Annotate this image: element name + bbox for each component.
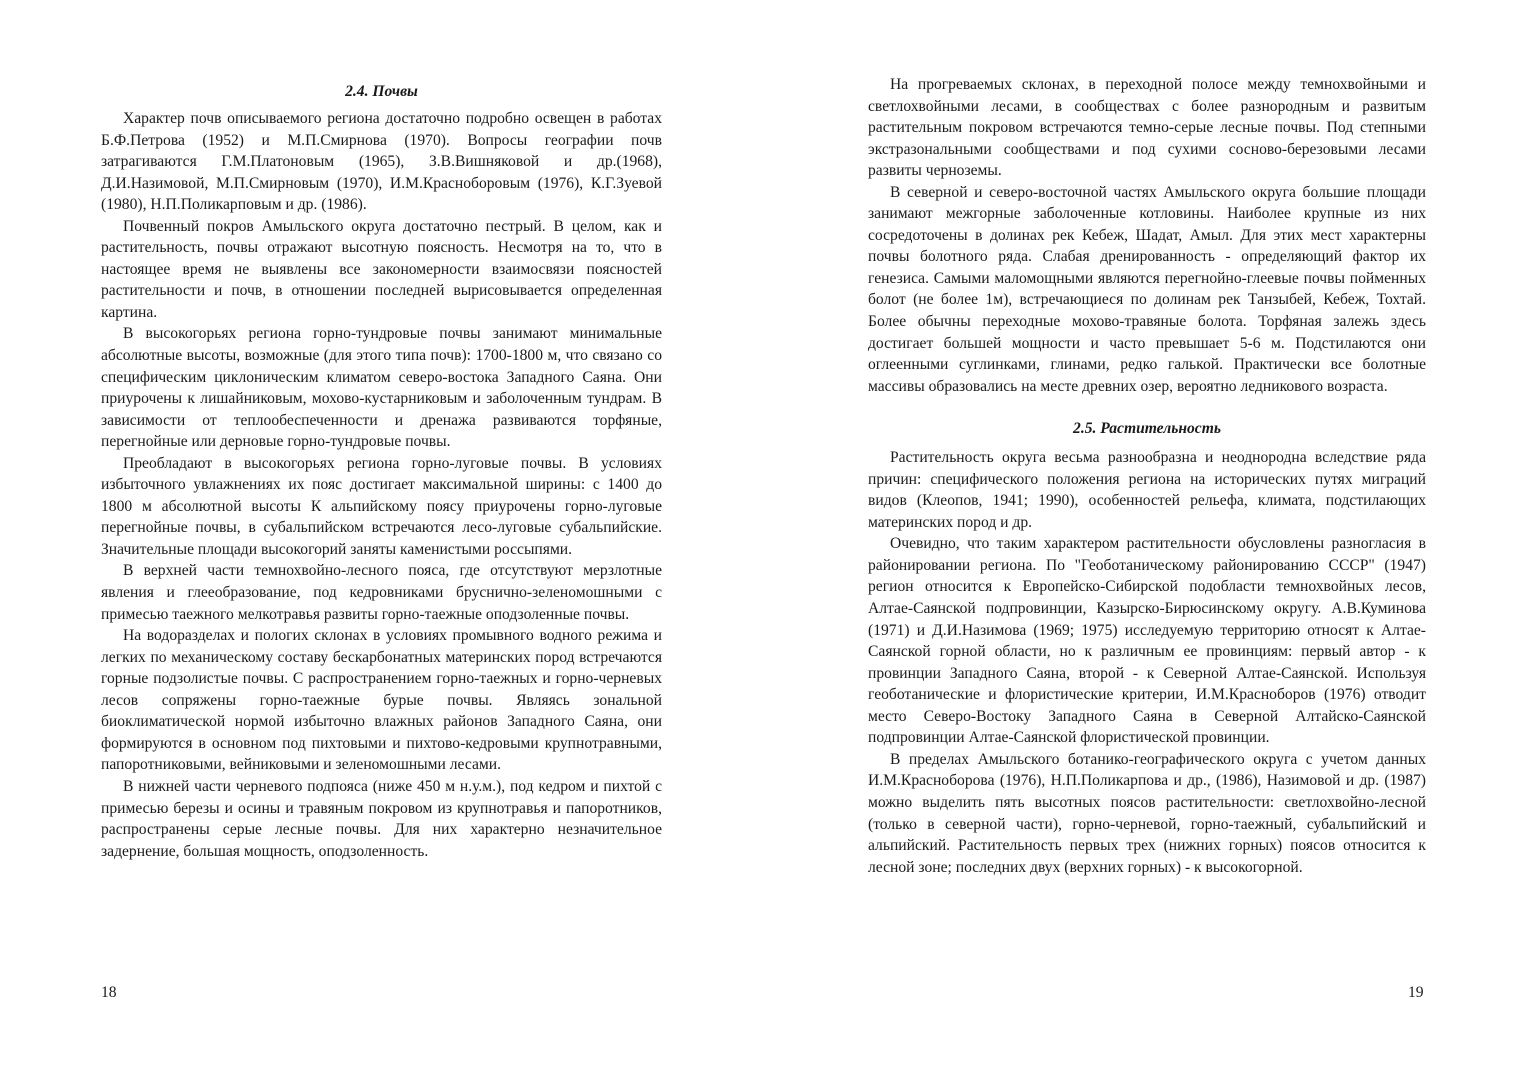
section-heading-vegetation: 2.5. Растительность: [1073, 420, 1221, 438]
paragraph: В верхней части темнохвойно-лесного пояса, где отсутствуют мерзлотные явления и глееобразование, под кедровниками бруснично-зеленомошными с примесью таежного мелкотравья развиты горно-таежные оподзоленные почвы.: [101, 562, 662, 623]
right-page: [868, 74, 1426, 878]
section-heading-soils: 2.4. Почвы: [345, 83, 418, 100]
paragraph: Очевидно, что таким характером растительности обусловлены разногласия в районировании региона. По "Геоботаническому районированию СССР" (1947) регион относится к Европейско-Сибирской подобласти темнохвойных лесов, Алтае-Саянской подпровинции, Казырско-Бирюсинскому округу. А.В.Куминова (1971) и Д.И.Назимова (1969; 1975) исследуемую территорию относят к Алтае-Саянской горной области, но к различным ее провинциям: первый автор - к провинции Западного Саяна, второй - к Северной Алтае-Саянской. Используя геоботанические и флористические критерии, И.М.Красноборов (1976) отводит место Северо-Востоку Западного Саяна в Северной Алтайско-Саянской подпровинции Алтае-Саянской флористической провинции.: [868, 535, 1426, 747]
paragraph: Характер почв описываемого региона достаточно подробно освещен в работах Б.Ф.Петрова (1952) и М.П.Смирнова (1970). Вопросы географии почв затрагиваются Г.М.Платоновым (1965), З.В.Вишняковой и др.(1968), Д.И.Назимовой, М.П.Смирновым (1970), И.М.Красноборовым (1976), К.Г.Зуевой (1980), Н.П.Поликарповым и др. (1986).: [101, 110, 662, 214]
paragraph: В пределах Амыльского ботанико-географического округа с учетом данных И.М.Красноборова (1976), Н.П.Поликарпова и др., (1986), Назимовой и др. (1987) можно выделить пять высотных поясов растительности: светлохвойно-лесной (только в северной части), горно-черневой, горно-таежный, субальпийский и альпийский. Растительность первых трех (нижних горных) поясов относится к лесной зоне; последних двух (верхних горных) - к высокогорной.: [868, 750, 1426, 876]
paragraph: На водоразделах и пологих склонах в условиях промывного водного режима и легких по механическому составу бескарбонатных материнских пород встречаются горные подзолистые почвы. С распространением горно-таежных и горно-черневых лесов сопряжены горно-таежные бурые почвы. Являясь зональной биоклиматической нормой избыточно влажных районов Западного Саяна, они формируются в основном под пихтовыми и пихтово-кедровыми крупнотравными, папоротниковыми, вейниковыми и зеленомошными лесами.: [101, 627, 662, 774]
paragraph: В северной и северо-восточной частях Амыльского округа большие площади занимают межгорные заболоченные котловины. Наиболее крупные из них сосредоточены в долинах рек Кебеж, Шадат, Амыл. Для этих мест характерны почвы болотного ряда. Слабая дренированность - определяющий фактор их генезиса. Самыми маломощными являются перегнойно-глеевые почвы пойменных болот (не более 1м), встречающиеся по долинам рек Танзыбей, Кебеж, Тохтай. Более обычны переходные мохово-травяные болота. Торфяная залежь здесь достигает большей мощности и часто превышает 5-6 м. Подстилаются они оглеенными суглинками, глинами, редко галькой. Практически все болотные массивы образовались на месте древних озер, вероятно ледникового возраста.: [868, 183, 1426, 395]
paragraph: Преобладают в высокогорьях региона горно-луговые почвы. В условиях избыточного увлажнениях их пояс достигает максимальной ширины: с 1400 до 1800 м абсолютной высоты К альпийскому поясу приурочены горно-луговые перегнойные почвы, в субальпийском встречаются лесо-луговые субальпийские. Значительные площади высокогорий заняты каменистыми россыпями.: [101, 454, 662, 558]
paragraph: Почвенный покров Амыльского округа достаточно пестрый. В целом, как и растительность, почвы отражают высотную поясность. Несмотря на то, что в настоящее время не выявлены все закономерности взаимосвязи поясностей растительности и почв, в отношении последней вырисовывается определенная картина.: [101, 217, 662, 321]
paragraph: Растительность округа весьма разнообразна и неоднородна вследствие ряда причин: специфического положения региона на исторических путях миграций видов (Клеопов, 1941; 1990), особенностей рельефа, климата, подстилающих материнских пород и др.: [868, 449, 1426, 531]
paragraph: В нижней части черневого подпояса (ниже 450 м н.у.м.), под кедром и пихтой с примесью березы и осины и травяным покровом из крупнотравья и папоротников, распространены серые лесные почвы. Для них характерно незначительное задернение, большая мощность, оподзоленность.: [101, 777, 662, 860]
page-number-left: 18: [101, 984, 117, 1001]
left-page: [101, 74, 662, 862]
paragraph: На прогреваемых склонах, в переходной полосе между темнохвойными и светлохвойными лесами, в сообществах с более разнородным и развитым растительным покровом встречаются темно-серые лесные почвы. Под степными экстразональными сообществами и под сухими сосново-березовыми лесами развиты черноземы.: [868, 76, 1426, 180]
page-number-right: 19: [1408, 984, 1424, 1001]
paragraph: В высокогорьях региона горно-тундровые почвы занимают минимальные абсолютные высоты, возможные (для этого типа почв): 1700-1800 м, что связано со специфическим циклоническим климатом северо-востока Западного Саяна. Они приурочены к лишайниковым, мохово-кустарниковым и заболоченным тундрам. В зависимости от теплообеспеченности и дренажа развиваются торфяные, перегнойные или дерновые горно-тундровые почвы.: [101, 325, 662, 451]
